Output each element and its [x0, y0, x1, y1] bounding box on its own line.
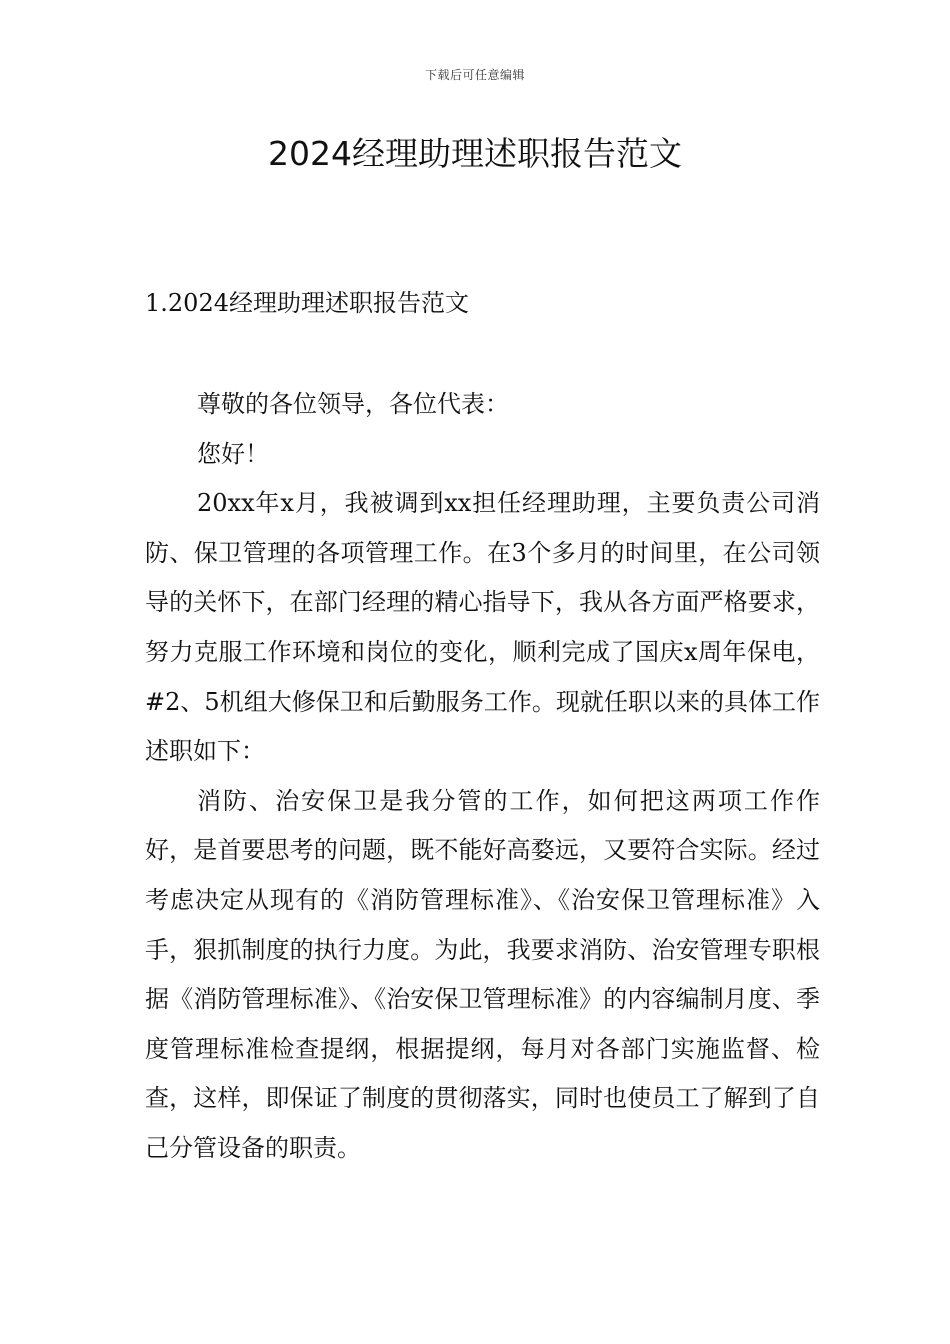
intro-paragraph: 20xx年x月，我被调到xx担任经理助理，主要负责公司消防、保卫管理的各项管理工作。在3个多月的时间里，在公司领导的关怀下，在部门经理的精心指导下，我从各方面严格要求，努力克服工作环境和岗位的变化，顺利完成了国庆x周年保电，#2、5机组大修保卫和后勤服务工作。现就任职以来的具体工作述职如下：: [145, 489, 820, 766]
section-heading: 1.2024经理助理述职报告范文: [145, 289, 469, 317]
fire-security-paragraph: 消防、治安保卫是我分管的工作，如何把这两项工作作好，是首要思考的问题，既不能好高婺远，又要符合实际。经过考虑决定从现有的《消防管理标准》、《治安保卫管理标准》入手，狠抓制度的执行力度。为此，我要求消防、治安管理专职根据《消防管理标准》、《治安保卫管理标准》的内容编制月度、季度管理标准检查提纲，根据提纲，每月对各部门实施监督、检查，这样，即保证了制度的贯彻落实，同时也使员工了解到了自己分管设备的职责。: [145, 786, 820, 1162]
greeting-paragraph: 您好！: [197, 439, 269, 468]
document-title: 2024经理助理述职报告范文: [268, 134, 682, 173]
body-text: [145, 380, 820, 1174]
header-note: 下载后可任意编辑: [424, 68, 525, 82]
salutation-paragraph: 尊敬的各位领导，各位代表：: [197, 390, 509, 418]
